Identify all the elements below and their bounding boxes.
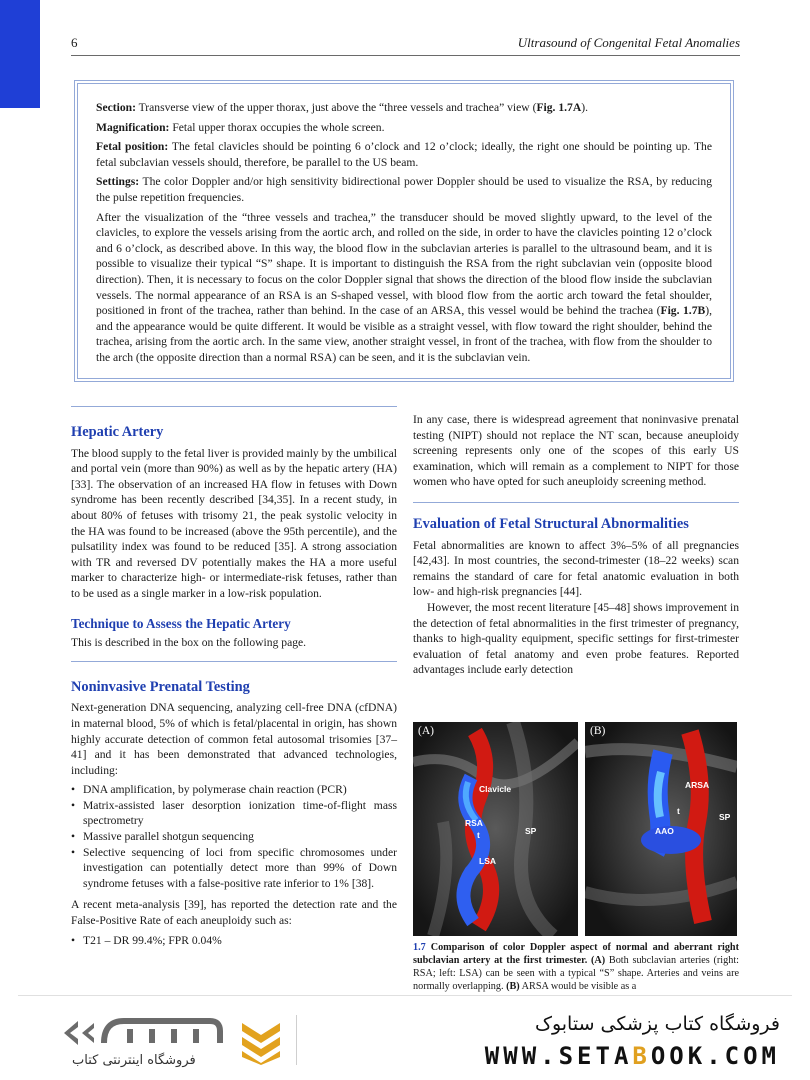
section-rule [71, 661, 397, 662]
figure-caption: 1.7 Comparison of color Doppler aspect of normal and aberrant right subclavian artery at the first trimester. (A) Both subclavian arteries (right: RSA; left: LSA) can be seen with a typical “S” shape. Arteries and veins are normally overlapping. (B) ARSA would be visible as a [413, 942, 739, 992]
list-item: • DNA amplification, by polymerase chain reaction (PCR) [83, 782, 397, 798]
box-section: Section: Transverse view of the upper thorax, just above the “three vessels and trachea” view (Fig. 1.7A). [96, 101, 588, 114]
footer-rule [18, 995, 792, 996]
label-trachea: t [677, 806, 680, 816]
shop-footer [0, 995, 810, 1080]
paragraph-evaluation-1: Fetal abnormalities are known to affect 3%–5% of all pregnancies [42,43]. In most countries, the second-trimester (18–22 weeks) scan remains the standard of care for fetal anatomic evaluation in both low- and high-risk pregnancies [44]. [413, 538, 739, 599]
page-number: 6 [71, 35, 78, 50]
book-chevron-icon [240, 1017, 282, 1065]
shop-url[interactable]: WWW.SETABOOK.COM [484, 1042, 780, 1070]
heading-hepatic-artery: Hepatic Artery [71, 424, 164, 440]
ultrasound-panel-b [585, 722, 737, 936]
heading-nipt: Noninvasive Prenatal Testing [71, 678, 250, 695]
header-rule [71, 55, 740, 56]
aneuploidy-list [71, 933, 397, 949]
box-fetal-position: Fetal position: The fetal clavicles should be pointing 6 o’clock and 12 o’clock; ideally, the right one should be pointing up. The fetal subclavian vessels should, therefore, be parallel to the US beam. [96, 140, 713, 169]
technique-box [74, 80, 734, 382]
label-arsa: ARSA [685, 780, 710, 790]
section-rule [413, 502, 739, 503]
list-item: • Selective sequencing of loci from specific chromosomes under investigation can potentially detect more than 99% of Down syndrome fetuses with a false-positive rate inferior to 1% [38]. [83, 845, 397, 892]
paragraph-evaluation-2: However, the most recent literature [45–48] shows improvement in the detection of fetal abnormalities in the first trimester of pregnancy, thanks to high-quality equipment, specific settings for first-trimester evaluation of fetal anatomy and even probe features. Reported advantages include early detection [413, 600, 739, 677]
shop-name: فروشگاه کتاب پزشکی ستابوک [534, 1013, 780, 1035]
heading-technique: Technique to Assess the Hepatic Artery [71, 615, 291, 631]
list-item: • Matrix-assisted laser desorption ionization time-of-flight mass spectrometry [83, 798, 397, 829]
paragraph-nipt-continued: In any case, there is widespread agreement that noninvasive prenatal testing (NIPT) should not replace the NT scan, because aneuploidy screening represents only one of the scopes of this early US examination, which will remain as a complement to NIPT for those women who have opted for such aneuploidy screening method. [413, 413, 739, 489]
logo-subtitle: فروشگاه اینترنتی کتاب [72, 1053, 196, 1068]
label-spine: SP [525, 826, 537, 836]
ultrasound-panel-a [413, 722, 578, 936]
chapter-tab [0, 0, 40, 108]
doppler-image-a [413, 722, 578, 936]
label-clavicle: Clavicle [479, 784, 512, 794]
box-settings: Settings: The color Doppler and/or high sensitivity bidirectional power Doppler should be used to visualize the RSA, by reducing the pulse repetition frequencies. [96, 175, 712, 204]
list-item: • T21 – DR 99.4%; FPR 0.04% [83, 933, 397, 949]
paragraph-nipt: Next-generation DNA sequencing, analyzing cell-free DNA (cfDNA) in maternal blood, 5% of which is fetal/placental in origin, has shown highly accurate detection of common fetal autosomal trisomies [37–41] and it has been demonstrated that advanced technologies, including: [71, 701, 397, 777]
technology-list [71, 782, 397, 891]
right-column [413, 412, 739, 678]
list-item: • Massive parallel shotgun sequencing [83, 829, 397, 845]
label-spine: SP [719, 812, 731, 822]
section-rule [71, 406, 397, 407]
running-head: Ultrasound of Congenital Fetal Anomalies [517, 35, 740, 50]
label-aao: AAO [655, 826, 674, 836]
panel-b-label: (B) [590, 725, 606, 737]
box-procedure: After the visualization of the “three vessels and trachea,” the transducer should be moved slightly upward, to the level of the clavicles, to explore the vessels arising from the aortic arch, and rolled on the side, in order to have the clavicles pointing 12 o’clock and 6 o’clock, as described above. In this way, the blood flow in the subclavian arteries is parallel to the ultrasound beam, and it is possible to visualize their typical “S” shape. It is important to distinguish the RSA from the right subclavian vein (opposite blood direction). Then, it is necessary to focus on the color Doppler signal that shows the direction of the blood flow inside the subclavian vessels. The normal appearance of an RSA is an S-shaped vessel, with blood flow from the aortic arch toward the fetal shoulder, positioned in front of the trachea, rather than behind. In the case of an ARSA, this vessel would be behind the trachea (Fig. 1.7B), and the appearance would be quite different. It would be visible as a straight vessel, with flow toward the right shoulder, behind the trachea, arising from the aortic arch. In the same view, another straight vessel, in front of the trachea, with flow from the shoulder to the arch (the opposite direction than a normal RSA) can be seen, and it is the subclavian vein. [96, 210, 712, 364]
box-magnification: Magnification: Fetal upper thorax occupies the whole screen. [96, 120, 385, 134]
logo-divider [296, 1015, 297, 1065]
label-lsa: LSA [479, 856, 496, 866]
setabook-logo-icon [60, 1013, 225, 1053]
label-rsa: RSA [465, 818, 483, 828]
panel-a-label: (A) [418, 725, 434, 737]
paragraph-technique: This is described in the box on the following page. [71, 636, 307, 650]
paragraph-hepatic: The blood supply to the fetal liver is provided mainly by the umbilical and portal vein (more than 90%) as well as by the hepatic artery (HA) [33]. The observation of an increased HA flow in fetuses with Down syndrome has been recently described [34,35]. In a recent study, in about 80% of fetuses with trisomy 21, the peak systolic velocity in the HA was found to be increased (above the 95th percentile), and the pulsatility index was found to be reduced [35]. A strong association with TR and reversed DV potentially makes the HA a more useful marker to characterize high- or intermediate-risk fetuses, rather than to be used as a single marker in a low-risk population. [71, 446, 397, 600]
paragraph-meta-analysis: A recent meta-analysis [39], has reported the detection rate and the False-Positive Rate of each aneuploidy such as: [71, 898, 397, 928]
label-trachea: t [477, 830, 480, 840]
heading-evaluation: Evaluation of Fetal Structural Abnormalities [413, 515, 689, 532]
left-column [71, 396, 397, 954]
figure-1-7 [413, 722, 737, 936]
